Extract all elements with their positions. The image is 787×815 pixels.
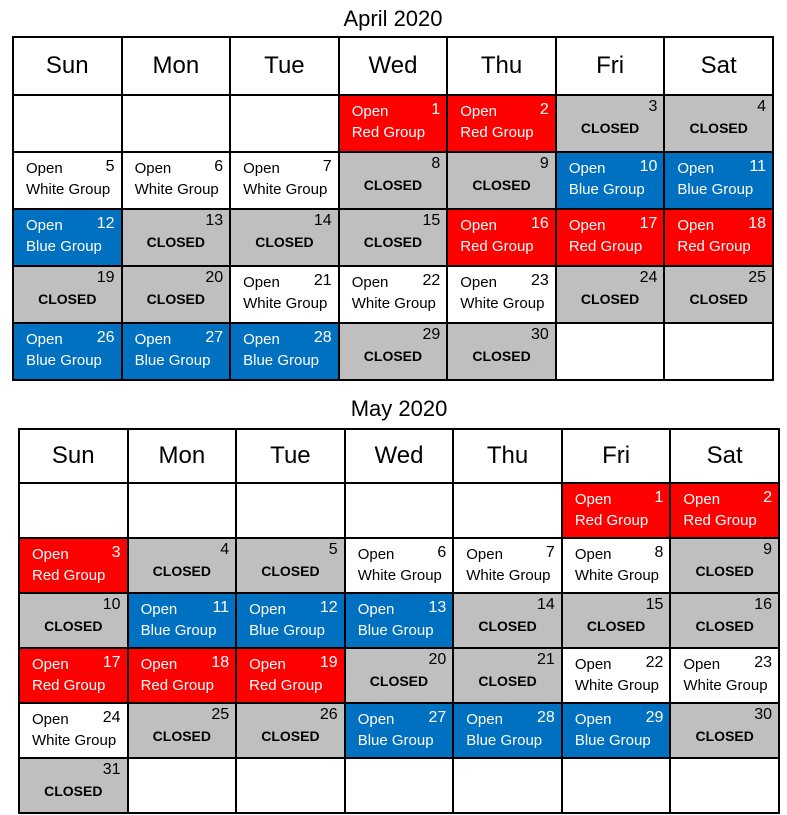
red-group-day-cell: [447, 95, 556, 152]
closed-day-cell: [670, 703, 779, 758]
closed-day-cell: [664, 95, 773, 152]
may-weekday-header: Tue: [236, 429, 345, 483]
closed-label: CLOSED: [478, 673, 537, 689]
open-label: Open: [134, 331, 172, 348]
day-number: 12: [96, 215, 115, 232]
open-label: Open: [466, 546, 503, 563]
day-number: 7: [545, 544, 555, 561]
closed-day-cell: [339, 152, 448, 209]
day-number: 20: [428, 651, 447, 668]
closed-day-cell: [556, 266, 665, 323]
day-number: 2: [539, 101, 549, 118]
group-label: White Group: [357, 567, 442, 584]
white-group-day-cell: [670, 648, 779, 703]
empty-day-cell: [19, 483, 128, 538]
group-label: Red Group: [32, 567, 106, 584]
may-weekday-header: Wed: [345, 429, 454, 483]
closed-day-cell: [230, 209, 339, 266]
april-calendar: [12, 36, 774, 381]
open-label: Open: [677, 160, 715, 177]
group-label: Blue Group: [357, 622, 434, 639]
day-number: 14: [313, 212, 332, 229]
group-label: Blue Group: [140, 622, 217, 639]
april-week-row: [13, 323, 773, 380]
closed-day-cell: [128, 703, 237, 758]
white-group-day-cell: [339, 266, 448, 323]
closed-day-cell: [13, 266, 122, 323]
closed-label: CLOSED: [38, 291, 97, 307]
blue-group-day-cell: [453, 703, 562, 758]
blue-group-day-cell: [345, 703, 454, 758]
closed-label: CLOSED: [689, 120, 748, 136]
group-label: White Group: [351, 295, 436, 312]
day-number: 6: [214, 158, 224, 175]
white-group-day-cell: [447, 266, 556, 323]
white-group-day-cell: [230, 152, 339, 209]
day-number: 22: [422, 272, 441, 289]
day-number: 19: [319, 654, 338, 671]
closed-day-cell: [664, 266, 773, 323]
blue-group-day-cell: [13, 209, 122, 266]
day-number: 6: [437, 544, 447, 561]
open-label: Open: [568, 160, 606, 177]
empty-day-cell: [670, 758, 779, 813]
day-number: 17: [102, 654, 121, 671]
april-week-row: [13, 95, 773, 152]
closed-day-cell: [236, 538, 345, 593]
group-label: Blue Group: [249, 622, 326, 639]
blue-group-day-cell: [230, 323, 339, 380]
red-group-day-cell: [19, 648, 128, 703]
day-number: 29: [422, 326, 441, 343]
closed-day-cell: [670, 538, 779, 593]
group-label: Blue Group: [466, 732, 543, 749]
group-label: Red Group: [574, 512, 649, 529]
day-number: 8: [431, 155, 441, 172]
may-weekday-header: Thu: [453, 429, 562, 483]
red-group-day-cell: [670, 483, 779, 538]
day-number: 3: [111, 544, 121, 561]
day-number: 16: [531, 215, 549, 232]
day-number: 18: [748, 215, 766, 232]
april-weekday-header: Tue: [230, 37, 339, 95]
closed-label: CLOSED: [146, 234, 206, 250]
empty-day-cell: [128, 758, 237, 813]
closed-day-cell: [19, 593, 128, 648]
empty-day-cell: [122, 95, 231, 152]
open-label: Open: [140, 656, 178, 673]
closed-day-cell: [447, 152, 556, 209]
open-label: Open: [574, 491, 612, 508]
april-weekday-header: Fri: [556, 37, 665, 95]
day-number: 24: [639, 269, 658, 286]
closed-label: CLOSED: [44, 783, 103, 799]
day-number: 10: [102, 596, 121, 613]
open-label: Open: [351, 103, 389, 120]
may-week-row: [19, 703, 779, 758]
group-label: White Group: [243, 295, 328, 312]
group-label: White Group: [32, 732, 117, 749]
group-label: Blue Group: [568, 181, 645, 198]
open-label: Open: [26, 217, 63, 234]
group-label: Red Group: [351, 124, 426, 141]
open-label: Open: [351, 274, 389, 291]
day-number: 13: [428, 599, 447, 616]
day-number: 4: [220, 541, 230, 558]
day-number: 28: [537, 709, 555, 726]
group-label: Red Group: [677, 238, 751, 255]
closed-day-cell: [339, 323, 448, 380]
day-number: 19: [96, 269, 115, 286]
day-number: 10: [639, 158, 658, 175]
closed-label: CLOSED: [472, 177, 531, 193]
day-number: 25: [211, 706, 230, 723]
open-label: Open: [26, 160, 63, 177]
group-label: White Group: [134, 181, 219, 198]
may-weekday-header: Fri: [562, 429, 671, 483]
day-number: 15: [645, 596, 664, 613]
group-label: White Group: [26, 181, 111, 198]
closed-label: CLOSED: [44, 618, 103, 634]
open-label: Open: [460, 217, 497, 234]
day-number: 29: [645, 709, 664, 726]
open-label: Open: [683, 491, 721, 508]
empty-day-cell: [345, 483, 454, 538]
open-label: Open: [243, 160, 280, 177]
april-weekday-row: [13, 37, 773, 95]
closed-day-cell: [345, 648, 454, 703]
closed-day-cell: [122, 209, 231, 266]
day-number: 9: [763, 541, 772, 558]
white-group-day-cell: [562, 538, 671, 593]
closed-label: CLOSED: [152, 728, 212, 744]
red-group-day-cell: [664, 209, 773, 266]
empty-day-cell: [230, 95, 339, 152]
closed-label: CLOSED: [261, 728, 320, 744]
closed-label: CLOSED: [689, 291, 748, 307]
group-label: Blue Group: [243, 352, 320, 369]
april-week-row: [13, 266, 773, 323]
open-label: Open: [568, 217, 606, 234]
day-number: 22: [645, 654, 664, 671]
open-label: Open: [574, 711, 612, 728]
red-group-day-cell: [562, 483, 671, 538]
closed-label: CLOSED: [261, 563, 320, 579]
closed-label: CLOSED: [586, 618, 646, 634]
may-weekday-row: [19, 429, 779, 483]
open-label: Open: [134, 160, 172, 177]
red-group-day-cell: [339, 95, 448, 152]
closed-label: CLOSED: [369, 673, 429, 689]
closed-day-cell: [453, 593, 562, 648]
day-number: 23: [531, 272, 549, 289]
closed-day-cell: [122, 266, 231, 323]
day-number: 20: [205, 269, 224, 286]
group-label: White Group: [243, 181, 328, 198]
open-label: Open: [683, 656, 721, 673]
group-label: Blue Group: [677, 181, 754, 198]
open-label: Open: [32, 656, 69, 673]
april-weekday-header: Sun: [13, 37, 122, 95]
closed-day-cell: [556, 95, 665, 152]
april-weekday-header: Wed: [339, 37, 448, 95]
day-number: 27: [205, 329, 224, 346]
white-group-day-cell: [562, 648, 671, 703]
group-label: Red Group: [140, 677, 214, 694]
open-label: Open: [466, 711, 503, 728]
blue-group-day-cell: [128, 593, 237, 648]
closed-label: CLOSED: [363, 234, 423, 250]
april-weekday-header: Sat: [664, 37, 773, 95]
april-week-row: [13, 152, 773, 209]
day-number: 1: [431, 101, 441, 118]
empty-day-cell: [453, 483, 562, 538]
red-group-day-cell: [19, 538, 128, 593]
closed-label: CLOSED: [580, 120, 640, 136]
blue-group-day-cell: [13, 323, 122, 380]
closed-label: CLOSED: [695, 563, 754, 579]
day-number: 4: [757, 98, 766, 115]
blue-group-day-cell: [556, 152, 665, 209]
open-label: Open: [357, 546, 395, 563]
closed-label: CLOSED: [695, 728, 754, 744]
closed-label: CLOSED: [695, 618, 754, 634]
open-label: Open: [243, 274, 280, 291]
empty-day-cell: [236, 483, 345, 538]
april-title: April 2020: [343, 6, 443, 31]
empty-day-cell: [453, 758, 562, 813]
day-number: 1: [654, 489, 664, 506]
day-number: 30: [754, 706, 772, 723]
open-label: Open: [243, 331, 280, 348]
open-label: Open: [460, 274, 497, 291]
group-label: White Group: [466, 567, 551, 584]
open-label: Open: [140, 601, 178, 618]
closed-label: CLOSED: [255, 234, 314, 250]
closed-label: CLOSED: [472, 348, 531, 364]
day-number: 8: [654, 544, 664, 561]
open-label: Open: [32, 711, 69, 728]
group-label: Red Group: [683, 512, 757, 529]
group-label: White Group: [460, 295, 545, 312]
white-group-day-cell: [19, 703, 128, 758]
day-number: 17: [639, 215, 658, 232]
closed-label: CLOSED: [580, 291, 640, 307]
white-group-day-cell: [453, 538, 562, 593]
group-label: Red Group: [460, 238, 534, 255]
blue-group-day-cell: [236, 593, 345, 648]
day-number: 28: [313, 329, 332, 346]
may-week-row: [19, 648, 779, 703]
closed-day-cell: [670, 593, 779, 648]
day-number: 21: [313, 272, 332, 289]
day-number: 25: [748, 269, 766, 286]
white-group-day-cell: [345, 538, 454, 593]
day-number: 18: [211, 654, 230, 671]
closed-label: CLOSED: [363, 348, 423, 364]
open-label: Open: [460, 103, 497, 120]
closed-day-cell: [339, 209, 448, 266]
day-number: 30: [531, 326, 549, 343]
day-number: 21: [537, 651, 555, 668]
group-label: Red Group: [460, 124, 534, 141]
closed-label: CLOSED: [146, 291, 206, 307]
may-weekday-header: Sat: [670, 429, 779, 483]
open-label: Open: [249, 601, 286, 618]
group-label: Blue Group: [26, 238, 102, 255]
open-label: Open: [574, 546, 612, 563]
day-number: 27: [428, 709, 447, 726]
empty-day-cell: [664, 323, 773, 380]
empty-day-cell: [345, 758, 454, 813]
group-label: Red Group: [249, 677, 323, 694]
closed-day-cell: [562, 593, 671, 648]
april-weekday-header: Mon: [122, 37, 231, 95]
empty-day-cell: [562, 758, 671, 813]
day-number: 31: [102, 761, 121, 778]
open-label: Open: [357, 711, 395, 728]
day-number: 15: [422, 212, 441, 229]
group-label: Blue Group: [574, 732, 651, 749]
blue-group-day-cell: [664, 152, 773, 209]
day-number: 5: [105, 158, 115, 175]
empty-day-cell: [236, 758, 345, 813]
closed-label: CLOSED: [152, 563, 212, 579]
white-group-day-cell: [13, 152, 122, 209]
day-number: 14: [537, 596, 555, 613]
day-number: 5: [328, 541, 338, 558]
group-label: White Group: [683, 677, 768, 694]
white-group-day-cell: [122, 152, 231, 209]
closed-label: CLOSED: [478, 618, 537, 634]
open-label: Open: [249, 656, 286, 673]
day-number: 13: [205, 212, 224, 229]
may-weekday-header: Mon: [128, 429, 237, 483]
day-number: 3: [648, 98, 658, 115]
blue-group-day-cell: [122, 323, 231, 380]
day-number: 26: [96, 329, 115, 346]
open-label: Open: [26, 331, 63, 348]
day-number: 7: [322, 158, 332, 175]
day-number: 11: [749, 158, 766, 175]
closed-label: CLOSED: [363, 177, 423, 193]
group-label: White Group: [574, 567, 660, 584]
group-label: Blue Group: [134, 352, 211, 369]
blue-group-day-cell: [345, 593, 454, 648]
red-group-day-cell: [236, 648, 345, 703]
red-group-day-cell: [556, 209, 665, 266]
april-week-row: [13, 209, 773, 266]
open-label: Open: [677, 217, 715, 234]
may-week-row: [19, 483, 779, 538]
day-number: 11: [212, 599, 230, 616]
day-number: 16: [754, 596, 772, 613]
april-weekday-header: Thu: [447, 37, 556, 95]
closed-day-cell: [447, 323, 556, 380]
empty-day-cell: [556, 323, 665, 380]
day-number: 12: [319, 599, 338, 616]
closed-day-cell: [19, 758, 128, 813]
red-group-day-cell: [447, 209, 556, 266]
closed-day-cell: [128, 538, 237, 593]
white-group-day-cell: [230, 266, 339, 323]
group-label: Blue Group: [357, 732, 434, 749]
may-week-row: [19, 758, 779, 813]
empty-day-cell: [13, 95, 122, 152]
blue-group-day-cell: [562, 703, 671, 758]
may-title: May 2020: [350, 396, 448, 421]
group-label: Red Group: [568, 238, 643, 255]
group-label: Blue Group: [26, 352, 102, 369]
empty-day-cell: [128, 483, 237, 538]
day-number: 9: [539, 155, 549, 172]
may-week-row: [19, 538, 779, 593]
day-number: 24: [102, 709, 121, 726]
group-label: White Group: [574, 677, 660, 694]
open-label: Open: [357, 601, 395, 618]
day-number: 2: [763, 489, 772, 506]
closed-day-cell: [236, 703, 345, 758]
may-calendar: [18, 428, 780, 814]
closed-day-cell: [453, 648, 562, 703]
open-label: Open: [574, 656, 612, 673]
group-label: Red Group: [32, 677, 106, 694]
red-group-day-cell: [128, 648, 237, 703]
may-week-row: [19, 593, 779, 648]
may-weekday-header: Sun: [19, 429, 128, 483]
day-number: 26: [319, 706, 338, 723]
day-number: 23: [754, 654, 772, 671]
open-label: Open: [32, 546, 69, 563]
